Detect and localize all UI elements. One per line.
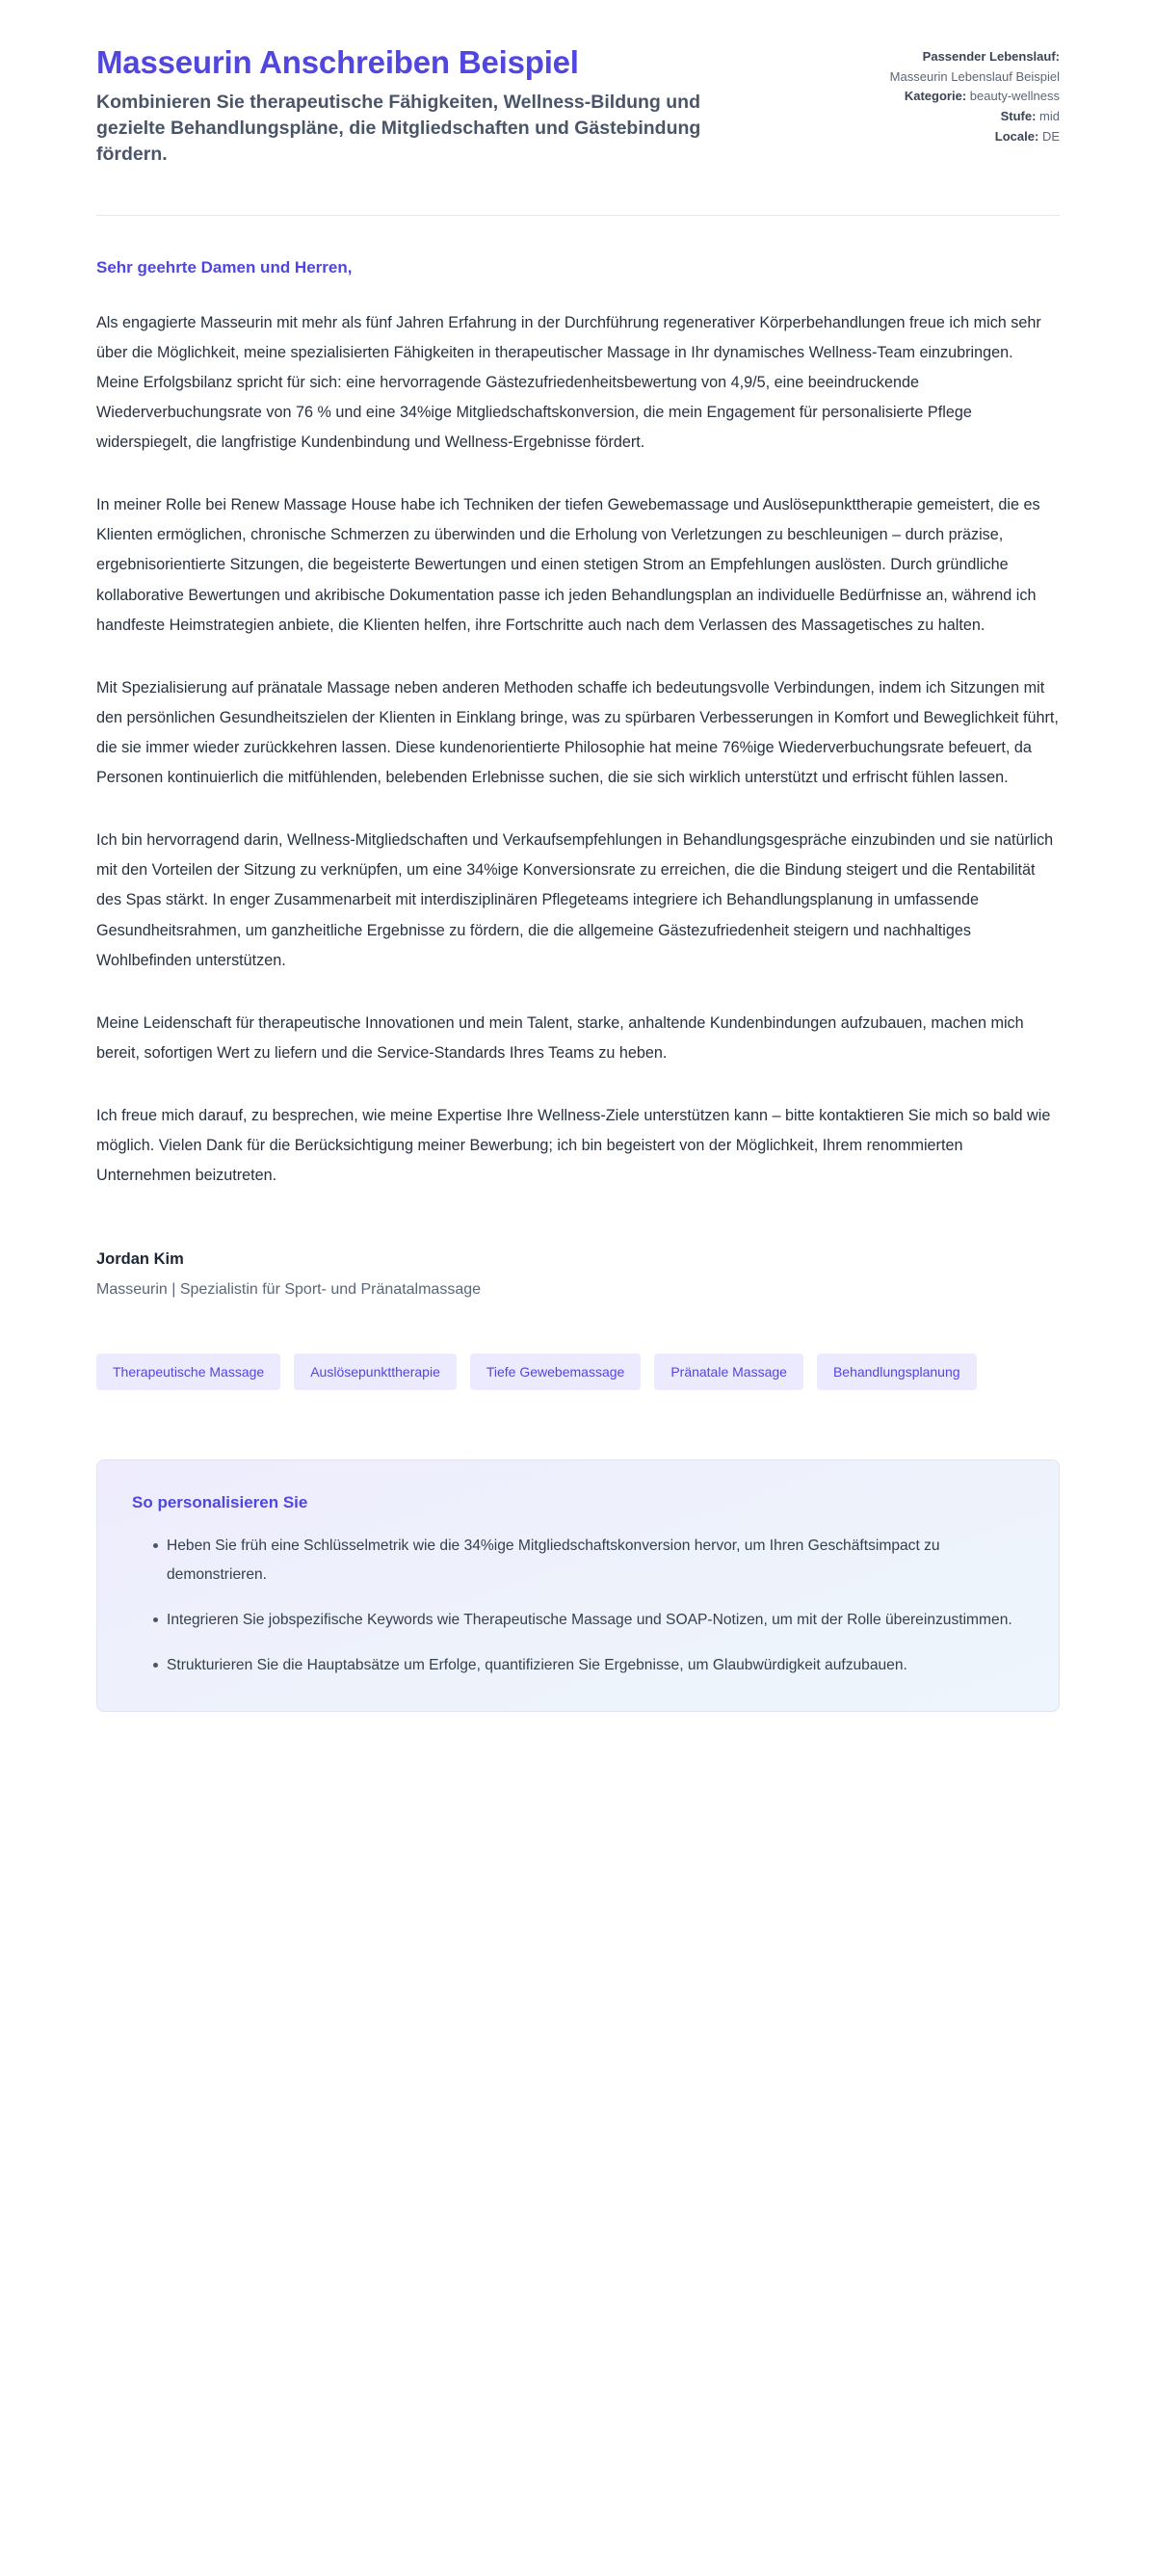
- letter-paragraph: Meine Leidenschaft für therapeutische Innovationen und mein Talent, starke, anhaltende Kundenbindungen aufzubauen, machen mich bereit, sofortigen Wert zu liefern und die Service-Standards Ihres Teams zu heben.: [96, 1013, 1024, 1062]
- tips-panel-title: So personalisieren Sie: [132, 1493, 308, 1512]
- skill-tag[interactable]: Tiefe Gewebemassage: [470, 1354, 641, 1390]
- letter-paragraph: Mit Spezialisierung auf pränatale Massage neben anderen Methoden schaffe ich bedeutungsvolle Verbindungen, indem ich Sitzungen mit den persönlichen Gesundheitszielen der Klienten in Einklang bringe, was zu spürbaren Verbesserungen in Komfort und Beweglichkeit führt, die sie immer wieder zurückkehren lassen. Diese kundenorientierte Philosophie hat meine 76%ige Wiederverbuchungsrate befeuert, da Personen kontinuierlich die mitfühlenden, belebenden Erlebnisse suchen, die sie sich wirklich unterstützt und erfrischt fühlen lassen.: [96, 678, 1059, 787]
- signature-name: Jordan Kim: [96, 1250, 184, 1269]
- meta-locale-value: DE: [1041, 128, 1060, 144]
- skill-tag[interactable]: Behandlungsplanung: [817, 1354, 977, 1390]
- meta-matching-resume-label: Passender Lebenslauf:: [922, 49, 1060, 64]
- tips-list-item: Heben Sie früh eine Schlüsselmetrik wie die 34%ige Mitgliedschaftskonversion hervor, um Ihren Geschäftsimpact zu demonstrieren.: [153, 1532, 1024, 1589]
- document-header: [96, 44, 1060, 168]
- page-title: Masseurin Anschreiben Beispiel: [96, 44, 579, 80]
- meta-category-value: beauty-wellness: [969, 89, 1060, 104]
- meta-matching-resume-value: Masseurin Lebenslauf Beispiel: [889, 68, 1060, 84]
- tips-list-item: Strukturieren Sie die Hauptabsätze um Erfolge, quantifizieren Sie Ergebnisse, um Glaubwürdigkeit aufzubauen.: [153, 1651, 1024, 1679]
- meta-locale-label: Locale:: [994, 128, 1039, 144]
- cover-letter-body: [96, 216, 1060, 1192]
- tips-list: [132, 1532, 1024, 1679]
- document-metadata: [872, 44, 1060, 148]
- personalization-tips-panel: [96, 1459, 1060, 1711]
- letter-salutation: Sehr geehrte Damen und Herren,: [96, 257, 353, 276]
- meta-matching-resume-value-row: [872, 68, 1060, 87]
- page-subtitle: Kombinieren Sie therapeutische Fähigkeiten, Wellness-Bildung und gezielte Behandlungspläne, die Mitgliedschaften und Gästebindung fördern.: [96, 91, 701, 165]
- meta-level-label: Stufe:: [1000, 109, 1037, 124]
- meta-category-label: Kategorie:: [904, 89, 967, 104]
- skill-tag[interactable]: Auslösepunkttherapie: [294, 1354, 457, 1390]
- skill-tag[interactable]: Pränatale Massage: [654, 1354, 803, 1390]
- tips-list-item: Integrieren Sie jobspezifische Keywords wie Therapeutische Massage und SOAP-Notizen, um mit der Rolle übereinzustimmen.: [153, 1606, 1024, 1634]
- meta-level: [872, 108, 1060, 126]
- meta-matching-resume: [872, 48, 1060, 66]
- letter-paragraph: In meiner Rolle bei Renew Massage House habe ich Techniken der tiefen Gewebemassage und Auslösepunkttherapie gemeistert, die es Klienten ermöglichen, chronische Schmerzen zu überwinden und die Erholung von Verletzungen zu beschleunigen – durch präzise, ergebnisorientierte Sitzungen, die begeisterte Bewertungen und einen stetigen Strom an Empfehlungen auslösten. Durch gründliche kollaborative Bewertungen und akribische Dokumentation passe ich jeden Behandlungsplan an individuelle Bedürfnisse an, während ich handfeste Heimstrategien anbiete, die Klienten helfen, ihre Fortschritte auch nach dem Verlassen des Massagetisches zu halten.: [96, 496, 1040, 634]
- skill-tag[interactable]: Therapeutische Massage: [96, 1354, 280, 1390]
- signature-block: [96, 1250, 1060, 1301]
- letter-paragraph: Ich bin hervorragend darin, Wellness-Mitgliedschaften und Verkaufsempfehlungen in Behandlungsgespräche einzubinden und sie natürlich mit den Vorteilen der Sitzung zu verknüpfen, um eine 34%ige Konversionsrate zu erreichen, die die Bindung steigert und die Rentabilität des Spas stärkt. In enger Zusammenarbeit mit interdisziplinären Pflegeteams integriere ich Behandlungsplanung in umfassende Gesundheitsrahmen, um ganzheitliche Ergebnisse zu fördern, die die allgemeine Gästezufriedenheit steigern und nachhaltiges Wohlbefinden unterstützen.: [96, 831, 1054, 969]
- signature-role: Masseurin | Spezialistin für Sport- und Pränatalmassage: [96, 1281, 482, 1299]
- skill-tag-list: [96, 1354, 1021, 1390]
- letter-paragraph: Als engagierte Masseurin mit mehr als fünf Jahren Erfahrung in der Durchführung regenerativer Körperbehandlungen freue ich mich sehr über die Möglichkeit, meine spezialisierten Fähigkeiten in therapeutischer Massage in Ihr dynamisches Wellness-Team einzubringen. Meine Erfolgsbilanz spricht für sich: eine hervorragende Gästezufriedenheitsbewertung von 4,9/5, eine beeindruckende Wiederverbuchungsrate von 76 % und eine 34%ige Mitgliedschaftskonversion, die mein Engagement für personalisierte Pflege widerspiegelt, die langfristige Kundenbindung und Wellness-Ergebnisse fördert.: [96, 313, 1041, 452]
- meta-category: [872, 88, 1060, 106]
- letter-paragraph: Ich freue mich darauf, zu besprechen, wie meine Expertise Ihre Wellness-Ziele unterstützen kann – bitte kontaktieren Sie mich so bald wie möglich. Vielen Dank für die Berücksichtigung meiner Bewerbung; ich bin begeistert von der Möglichkeit, Ihrem renommierten Unternehmen beizutreten.: [96, 1106, 1051, 1185]
- header-left-block: [96, 44, 828, 168]
- meta-locale: [872, 128, 1060, 146]
- meta-level-value: mid: [1039, 109, 1060, 124]
